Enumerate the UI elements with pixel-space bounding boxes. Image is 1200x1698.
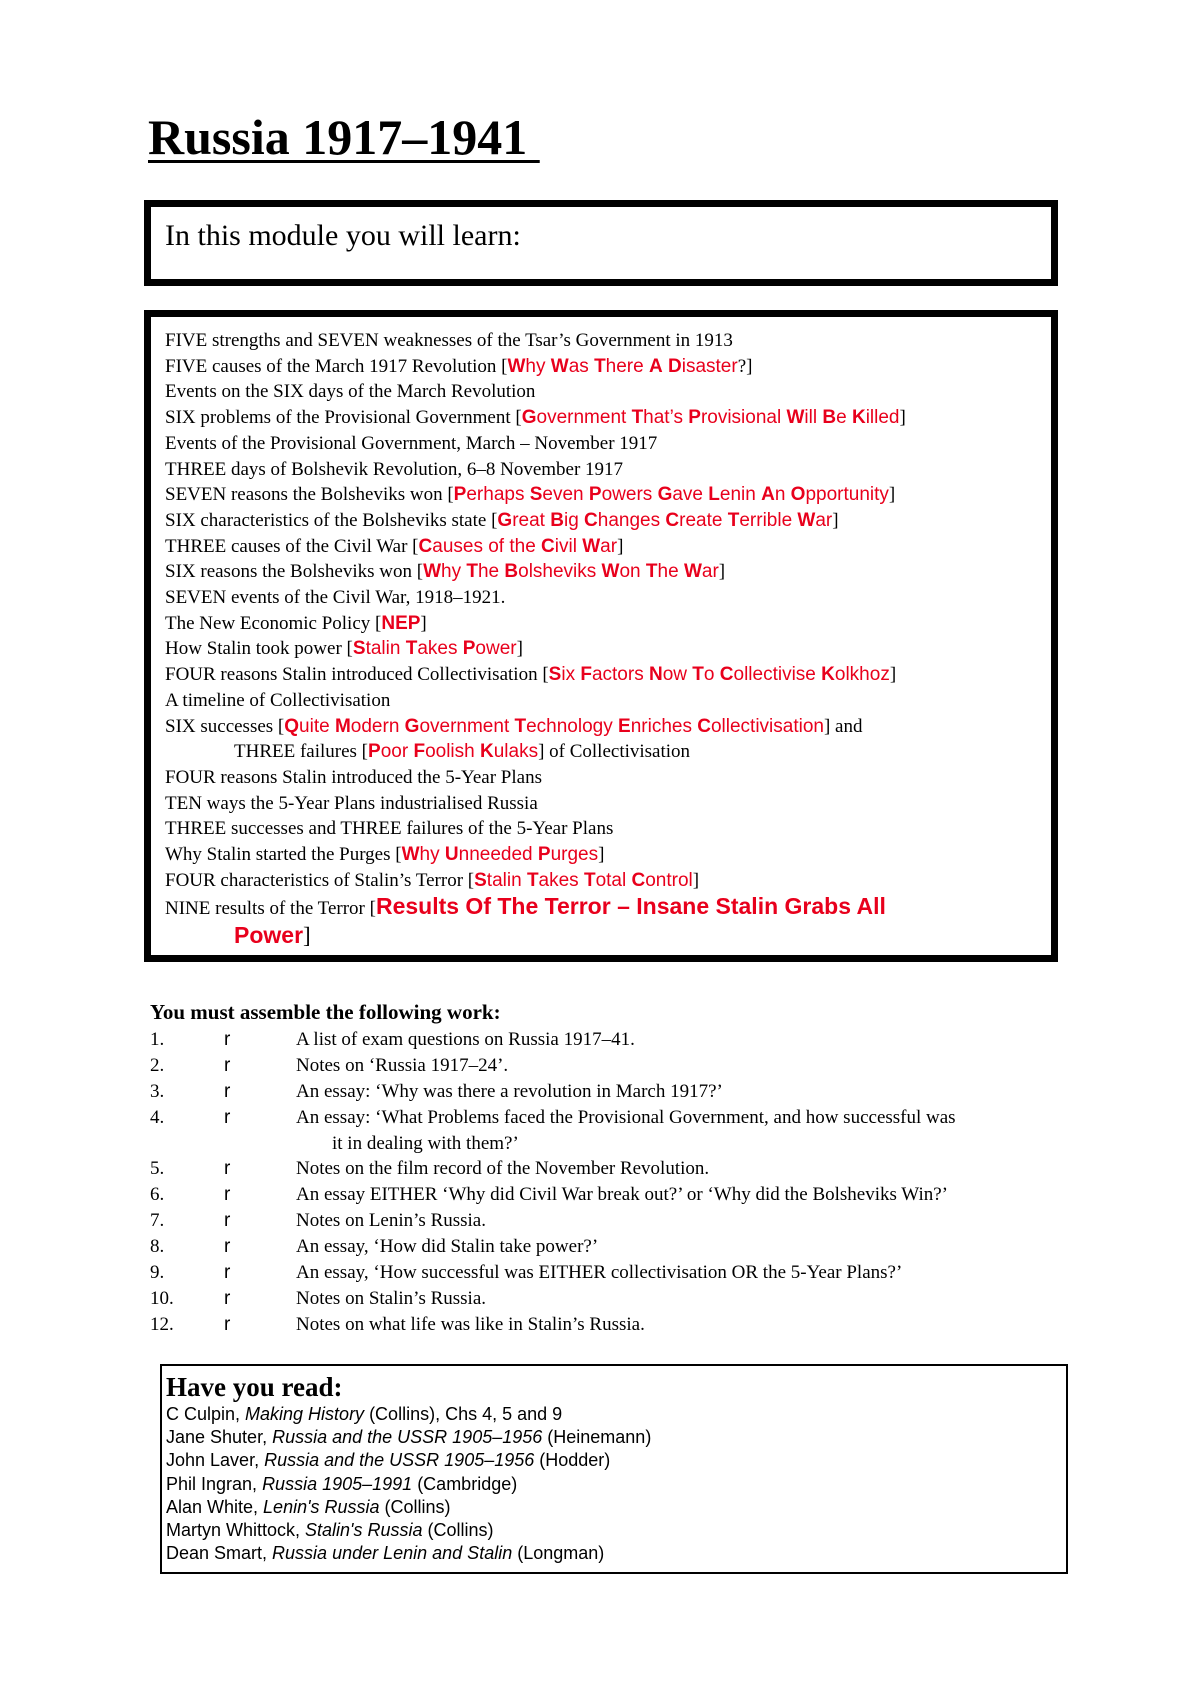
- book-item: [166, 1519, 1062, 1542]
- mnemonic-text: S: [352, 638, 366, 660]
- mnemonic-text: overnment: [536, 407, 632, 429]
- work-item-text: An essay: ‘What Problems faced the Provisional Government, and how successful was: [296, 1106, 956, 1128]
- topic-text: Events on the SIX days of the March Revolution: [165, 381, 536, 403]
- mnemonic-text: M: [334, 715, 351, 737]
- mnemonic-text: C: [584, 509, 598, 531]
- work-item-text: An essay: ‘Why was there a revolution in March 1917?’: [296, 1080, 723, 1102]
- topic-item: [165, 354, 1041, 380]
- book-author: John Laver,: [166, 1450, 265, 1471]
- mnemonic-text: actors: [591, 664, 649, 686]
- reading-list-heading: Have you read:: [166, 1372, 343, 1402]
- mnemonic-text: errible: [739, 509, 798, 531]
- book-title: Stalin's Russia: [305, 1520, 423, 1541]
- book-item: [166, 1542, 1062, 1565]
- mnemonic-text: talin: [486, 869, 527, 891]
- mnemonic-text: reate: [679, 509, 728, 531]
- mnemonic-text: B: [550, 509, 564, 531]
- work-item-text: Notes on the film record of the November Revolution.: [296, 1158, 710, 1180]
- book-publisher: (Collins): [379, 1496, 451, 1517]
- work-item-text: An essay EITHER ‘Why did Civil War break out?’ or ‘Why did the Bolsheviks Win?’: [296, 1184, 949, 1206]
- mnemonic-text: F: [413, 741, 426, 763]
- work-item-text: A list of exam questions on Russia 1917–41.: [296, 1029, 635, 1050]
- mnemonic-text: on: [619, 561, 646, 583]
- mnemonic-text: W: [683, 561, 702, 583]
- mnemonic-text: P: [368, 741, 381, 763]
- work-item-text: Notes on Lenin’s Russia.: [296, 1210, 486, 1232]
- mnemonic-text: W: [786, 407, 805, 429]
- topic-text: ]: [889, 664, 897, 686]
- mnemonic-text: even: [542, 484, 589, 506]
- topic-item: [165, 611, 1041, 637]
- mnemonic-text: P: [453, 484, 467, 506]
- learn-heading: In this module you will learn:: [165, 219, 521, 252]
- topics-box: [144, 310, 1058, 962]
- book-list: [166, 1403, 1062, 1565]
- mnemonic-text: S: [529, 484, 543, 506]
- topic-item: [165, 328, 1041, 354]
- book-item: [166, 1403, 1062, 1426]
- mnemonic-text: T: [514, 715, 527, 737]
- mnemonic-text: enin: [719, 484, 762, 506]
- mnemonic-text: oolish: [425, 741, 480, 763]
- topic-text: ]: [598, 844, 605, 866]
- work-item-number: 8.: [150, 1236, 165, 1258]
- mnemonic-text: C: [697, 715, 711, 737]
- mnemonic-text: talin: [365, 638, 406, 660]
- topic-item: [165, 893, 1041, 922]
- topic-text: ]: [692, 869, 700, 891]
- topic-text: SEVEN events of the Civil War, 1918–1921.: [165, 587, 506, 609]
- mnemonic-text: P: [588, 484, 602, 506]
- checkbox-icon[interactable]: r: [224, 1106, 231, 1128]
- checkbox-icon[interactable]: r: [224, 1236, 231, 1258]
- mnemonic-text: uite: [299, 715, 335, 737]
- topic-item: [165, 714, 1041, 740]
- book-title: Russia under Lenin and Stalin: [272, 1543, 513, 1564]
- work-item-text: it in dealing with them?’: [332, 1132, 519, 1154]
- book-title: Making History: [245, 1404, 365, 1424]
- book-title: Russia 1905–1991: [262, 1473, 413, 1494]
- mnemonic-text: P: [688, 407, 701, 429]
- book-publisher: (Hodder): [534, 1450, 611, 1471]
- book-author: Jane Shuter,: [166, 1427, 273, 1448]
- mnemonic-text: L: [708, 484, 720, 506]
- work-item: [150, 1105, 1080, 1131]
- mnemonic-text: hy: [441, 561, 467, 583]
- mnemonic-text: E: [618, 715, 631, 737]
- mnemonic-text: K: [479, 741, 494, 763]
- topic-text: The New Economic Policy [: [165, 612, 382, 634]
- book-item: [166, 1426, 1062, 1449]
- topic-item: [165, 791, 1041, 817]
- mnemonic-text: o: [703, 664, 720, 686]
- mnemonic-text: T: [692, 664, 704, 686]
- mnemonic-text: G: [521, 407, 537, 429]
- work-item-number: 7.: [150, 1210, 165, 1232]
- book-title: Russia and the USSR 1905–1956: [272, 1427, 543, 1448]
- mnemonic-text: hy: [525, 355, 551, 377]
- work-item-text: An essay, ‘How did Stalin take power?’: [296, 1236, 599, 1258]
- mnemonic-text: N: [648, 664, 663, 686]
- mnemonic-text: P: [537, 844, 551, 866]
- topic-text: SIX problems of the Provisional Government [: [165, 407, 522, 429]
- book-publisher: (Collins): [422, 1520, 494, 1541]
- topic-text: FOUR reasons Stalin introduced the 5-Year Plans: [165, 766, 542, 788]
- mnemonic-text: A: [761, 484, 775, 506]
- mnemonic-text: pportunity: [805, 484, 889, 506]
- topic-item: [165, 688, 1041, 714]
- reading-list-box: [160, 1364, 1068, 1574]
- mnemonic-text: ollectivisation: [710, 715, 824, 737]
- topic-text: FIVE strengths and SEVEN weaknesses of the Tsar’s Government in 1913: [165, 330, 733, 351]
- mnemonic-text: owers: [601, 484, 658, 506]
- mnemonic-text: e: [836, 407, 852, 429]
- topic-item: [165, 765, 1041, 791]
- topic-text: Why Stalin started the Purges [: [165, 844, 402, 866]
- mnemonic-text: Results Of The Terror – Insane Stalin Grabs All: [375, 893, 886, 920]
- topic-text: ]: [617, 535, 624, 557]
- assemble-list: [150, 1027, 1080, 1338]
- checkbox-icon[interactable]: r: [224, 1287, 231, 1309]
- mnemonic-text: ig: [563, 509, 585, 531]
- topic-text: ]: [899, 407, 906, 429]
- work-item-number: 10.: [150, 1287, 174, 1309]
- topic-item: [165, 868, 1041, 894]
- topic-item: [165, 534, 1041, 560]
- mnemonic-text: Power: [234, 922, 304, 949]
- mnemonic-text: G: [497, 509, 513, 531]
- mnemonic-text: ontrol: [645, 869, 693, 891]
- topic-text: ]: [516, 638, 523, 660]
- topic-text: SIX reasons the Bolsheviks won [: [165, 561, 424, 583]
- book-item: [166, 1449, 1062, 1472]
- topic-text: ]: [303, 923, 311, 949]
- mnemonic-text: ar: [815, 509, 833, 531]
- mnemonic-text: T: [526, 869, 539, 891]
- topic-item: [165, 739, 1041, 765]
- topic-text: A timeline of Collectivisation: [165, 689, 391, 711]
- mnemonic-text: O: [790, 484, 806, 506]
- mnemonic-text: Q: [284, 715, 300, 737]
- book-author: Phil Ingran,: [166, 1473, 263, 1494]
- topic-item: [165, 559, 1041, 585]
- topic-text: How Stalin took power [: [165, 638, 353, 660]
- work-item-number: 2.: [150, 1054, 165, 1076]
- mnemonic-text: K: [851, 407, 866, 429]
- topic-text: FIVE causes of the March 1917 Revolution [: [165, 355, 508, 377]
- mnemonic-text: olkhoz: [834, 664, 890, 686]
- mnemonic-text: G: [657, 484, 673, 506]
- mnemonic-text: S: [548, 664, 562, 686]
- topic-item: [165, 431, 1041, 457]
- work-item: [150, 1312, 1080, 1338]
- mnemonic-text: B: [504, 561, 519, 583]
- mnemonic-text: auses of the: [432, 535, 542, 557]
- mnemonic-text: P: [462, 638, 476, 660]
- topic-item: [165, 922, 1041, 951]
- work-item-text: Notes on Stalin’s Russia.: [296, 1287, 487, 1309]
- mnemonic-text: T: [631, 407, 644, 429]
- work-item: [150, 1156, 1080, 1182]
- checkbox-icon[interactable]: r: [224, 1080, 231, 1102]
- book-item: [166, 1473, 1062, 1496]
- work-item: [150, 1053, 1080, 1079]
- mnemonic-text: nriches: [630, 715, 698, 737]
- checkbox-icon[interactable]: r: [224, 1210, 231, 1232]
- mnemonic-text: overnment: [419, 715, 515, 737]
- mnemonic-text: akes: [538, 869, 584, 891]
- topic-item: [165, 636, 1041, 662]
- book-publisher: (Longman): [512, 1543, 605, 1564]
- mnemonic-text: he: [477, 561, 505, 583]
- checkbox-icon[interactable]: r: [224, 1054, 231, 1076]
- mnemonic-text: U: [444, 844, 459, 866]
- mnemonic-text: D: [668, 355, 682, 377]
- work-item: [150, 1286, 1080, 1312]
- mnemonic-text: W: [601, 561, 620, 583]
- mnemonic-text: ower: [475, 638, 517, 660]
- topic-text: ]: [420, 612, 427, 634]
- mnemonic-text: ave: [672, 484, 709, 506]
- work-item: [150, 1079, 1080, 1105]
- mnemonic-text: akes: [417, 638, 463, 660]
- mnemonic-text: hat’s: [643, 407, 689, 429]
- topic-text: FOUR characteristics of Stalin’s Terror [: [165, 869, 475, 891]
- topic-text: ]: [888, 484, 896, 506]
- topic-text: ]: [718, 561, 726, 583]
- mnemonic-text: B: [822, 407, 837, 429]
- mnemonic-text: W: [550, 355, 569, 377]
- mnemonic-text: C: [541, 535, 555, 557]
- mnemonic-text: as: [568, 355, 595, 377]
- mnemonic-text: echnology: [526, 715, 619, 737]
- mnemonic-text: urges: [550, 844, 599, 866]
- mnemonic-text: reat: [512, 509, 551, 531]
- mnemonic-text: illed: [865, 407, 900, 429]
- mnemonic-text: erhaps: [466, 484, 530, 506]
- mnemonic-text: ollectivise: [733, 664, 822, 686]
- book-author: C Culpin,: [166, 1404, 246, 1424]
- checkbox-icon[interactable]: r: [224, 1184, 231, 1206]
- mnemonic-text: A: [648, 355, 663, 377]
- topic-item: [165, 585, 1041, 611]
- book-author: Martyn Whittock,: [166, 1520, 306, 1541]
- mnemonic-text: NEP: [381, 612, 421, 634]
- work-item-number: 9.: [150, 1262, 165, 1284]
- checkbox-icon[interactable]: r: [224, 1313, 231, 1335]
- mnemonic-text: nneeded: [458, 844, 538, 866]
- work-item: [150, 1208, 1080, 1234]
- work-item: [150, 1182, 1080, 1208]
- mnemonic-text: W: [582, 535, 601, 557]
- page-title: Russia 1917–1941: [148, 109, 540, 165]
- mnemonic-text: isaster: [681, 355, 738, 377]
- mnemonic-text: T: [583, 869, 596, 891]
- book-publisher: (Collins), Chs 4, 5 and 9: [364, 1404, 563, 1424]
- checkbox-icon[interactable]: r: [224, 1029, 231, 1050]
- topic-item: [165, 379, 1041, 405]
- topic-item: [165, 662, 1041, 688]
- checkbox-icon[interactable]: r: [224, 1158, 231, 1180]
- work-item: [150, 1131, 1080, 1157]
- book-publisher: (Cambridge): [412, 1473, 518, 1494]
- mnemonic-text: F: [580, 664, 592, 686]
- assemble-heading: You must assemble the following work:: [150, 1000, 501, 1024]
- mnemonic-text: C: [418, 535, 433, 557]
- learn-box: [144, 200, 1058, 286]
- mnemonic-text: T: [405, 638, 418, 660]
- work-item-text: Notes on ‘Russia 1917–24’.: [296, 1054, 509, 1076]
- mnemonic-text: here: [605, 355, 649, 377]
- mnemonic-text: otal: [595, 869, 632, 891]
- topic-text: THREE successes and THREE failures of the 5-Year Plans: [165, 818, 614, 840]
- topic-item: [165, 457, 1041, 483]
- book-author: Dean Smart,: [166, 1543, 273, 1564]
- book-author: Alan White,: [166, 1496, 264, 1517]
- mnemonic-text: C: [631, 869, 646, 891]
- mnemonic-text: ivil: [554, 535, 583, 557]
- mnemonic-text: C: [719, 664, 734, 686]
- topic-text: TEN ways the 5-Year Plans industrialised Russia: [165, 792, 538, 814]
- mnemonic-text: olsheviks: [518, 561, 602, 583]
- book-publisher: (Heinemann): [542, 1427, 652, 1448]
- book-item: [166, 1496, 1062, 1519]
- topic-text: SIX characteristics of the Bolsheviks state [: [165, 509, 498, 531]
- mnemonic-text: ill: [804, 407, 823, 429]
- mnemonic-text: W: [423, 561, 441, 583]
- mnemonic-text: T: [594, 355, 606, 377]
- mnemonic-text: ulaks: [493, 741, 539, 763]
- work-item-text: Notes on what life was like in Stalin’s Russia.: [296, 1313, 645, 1335]
- work-item: [150, 1027, 1080, 1053]
- topic-item: [165, 405, 1041, 431]
- topic-item: [165, 816, 1041, 842]
- topic-text: ?]: [737, 355, 753, 377]
- mnemonic-text: hanges: [597, 509, 666, 531]
- mnemonic-text: W: [797, 509, 816, 531]
- mnemonic-text: rovisional: [700, 407, 787, 429]
- topic-item: [165, 508, 1041, 534]
- topic-text: ] of Collectivisation: [538, 741, 691, 763]
- mnemonic-text: ar: [600, 535, 618, 557]
- topic-text: THREE causes of the Civil War [: [165, 535, 419, 557]
- work-item-number: 3.: [150, 1080, 165, 1102]
- book-title: Russia and the USSR 1905–1956: [264, 1450, 535, 1471]
- work-item: [150, 1234, 1080, 1260]
- mnemonic-text: oor: [380, 741, 414, 763]
- mnemonic-text: hy: [419, 844, 445, 866]
- mnemonic-text: S: [474, 869, 487, 891]
- topic-text: Events of the Provisional Government, March – November 1917: [165, 432, 658, 454]
- work-item-number: 4.: [150, 1106, 165, 1128]
- topic-text: SEVEN reasons the Bolsheviks won [: [165, 484, 454, 506]
- mnemonic-text: T: [645, 561, 658, 583]
- topic-item: [165, 482, 1041, 508]
- mnemonic-text: W: [507, 355, 526, 377]
- topic-text: ]: [832, 509, 839, 531]
- mnemonic-text: odern: [350, 715, 405, 737]
- work-item-number: 5.: [150, 1158, 165, 1180]
- work-item: [150, 1260, 1080, 1286]
- topic-text: THREE failures [: [234, 741, 369, 763]
- topic-text: NINE results of the Terror [: [165, 898, 376, 920]
- mnemonic-text: G: [404, 715, 420, 737]
- mnemonic-text: T: [466, 561, 478, 583]
- checkbox-icon[interactable]: r: [224, 1262, 231, 1284]
- mnemonic-text: K: [821, 664, 835, 686]
- work-item-number: 1.: [150, 1029, 165, 1050]
- mnemonic-text: he: [657, 561, 684, 583]
- mnemonic-text: ar: [701, 561, 719, 583]
- mnemonic-text: W: [401, 844, 420, 866]
- mnemonic-text: C: [665, 509, 680, 531]
- mnemonic-text: T: [727, 509, 740, 531]
- topic-text: ] and: [823, 715, 863, 737]
- topic-text: SIX successes [: [165, 715, 285, 737]
- work-item-number: 12.: [150, 1313, 174, 1335]
- topic-text: FOUR reasons Stalin introduced Collectivisation [: [165, 664, 549, 686]
- work-item-text: An essay, ‘How successful was EITHER collectivisation OR the 5-Year Plans?’: [296, 1262, 903, 1284]
- mnemonic-text: n: [774, 484, 791, 506]
- mnemonic-text: ix: [561, 664, 581, 686]
- mnemonic-text: ow: [662, 664, 693, 686]
- work-item-number: 6.: [150, 1184, 165, 1206]
- book-title: Lenin's Russia: [263, 1496, 380, 1517]
- topic-text: THREE days of Bolshevik Revolution, 6–8 November 1917: [165, 458, 624, 480]
- topic-item: [165, 842, 1041, 868]
